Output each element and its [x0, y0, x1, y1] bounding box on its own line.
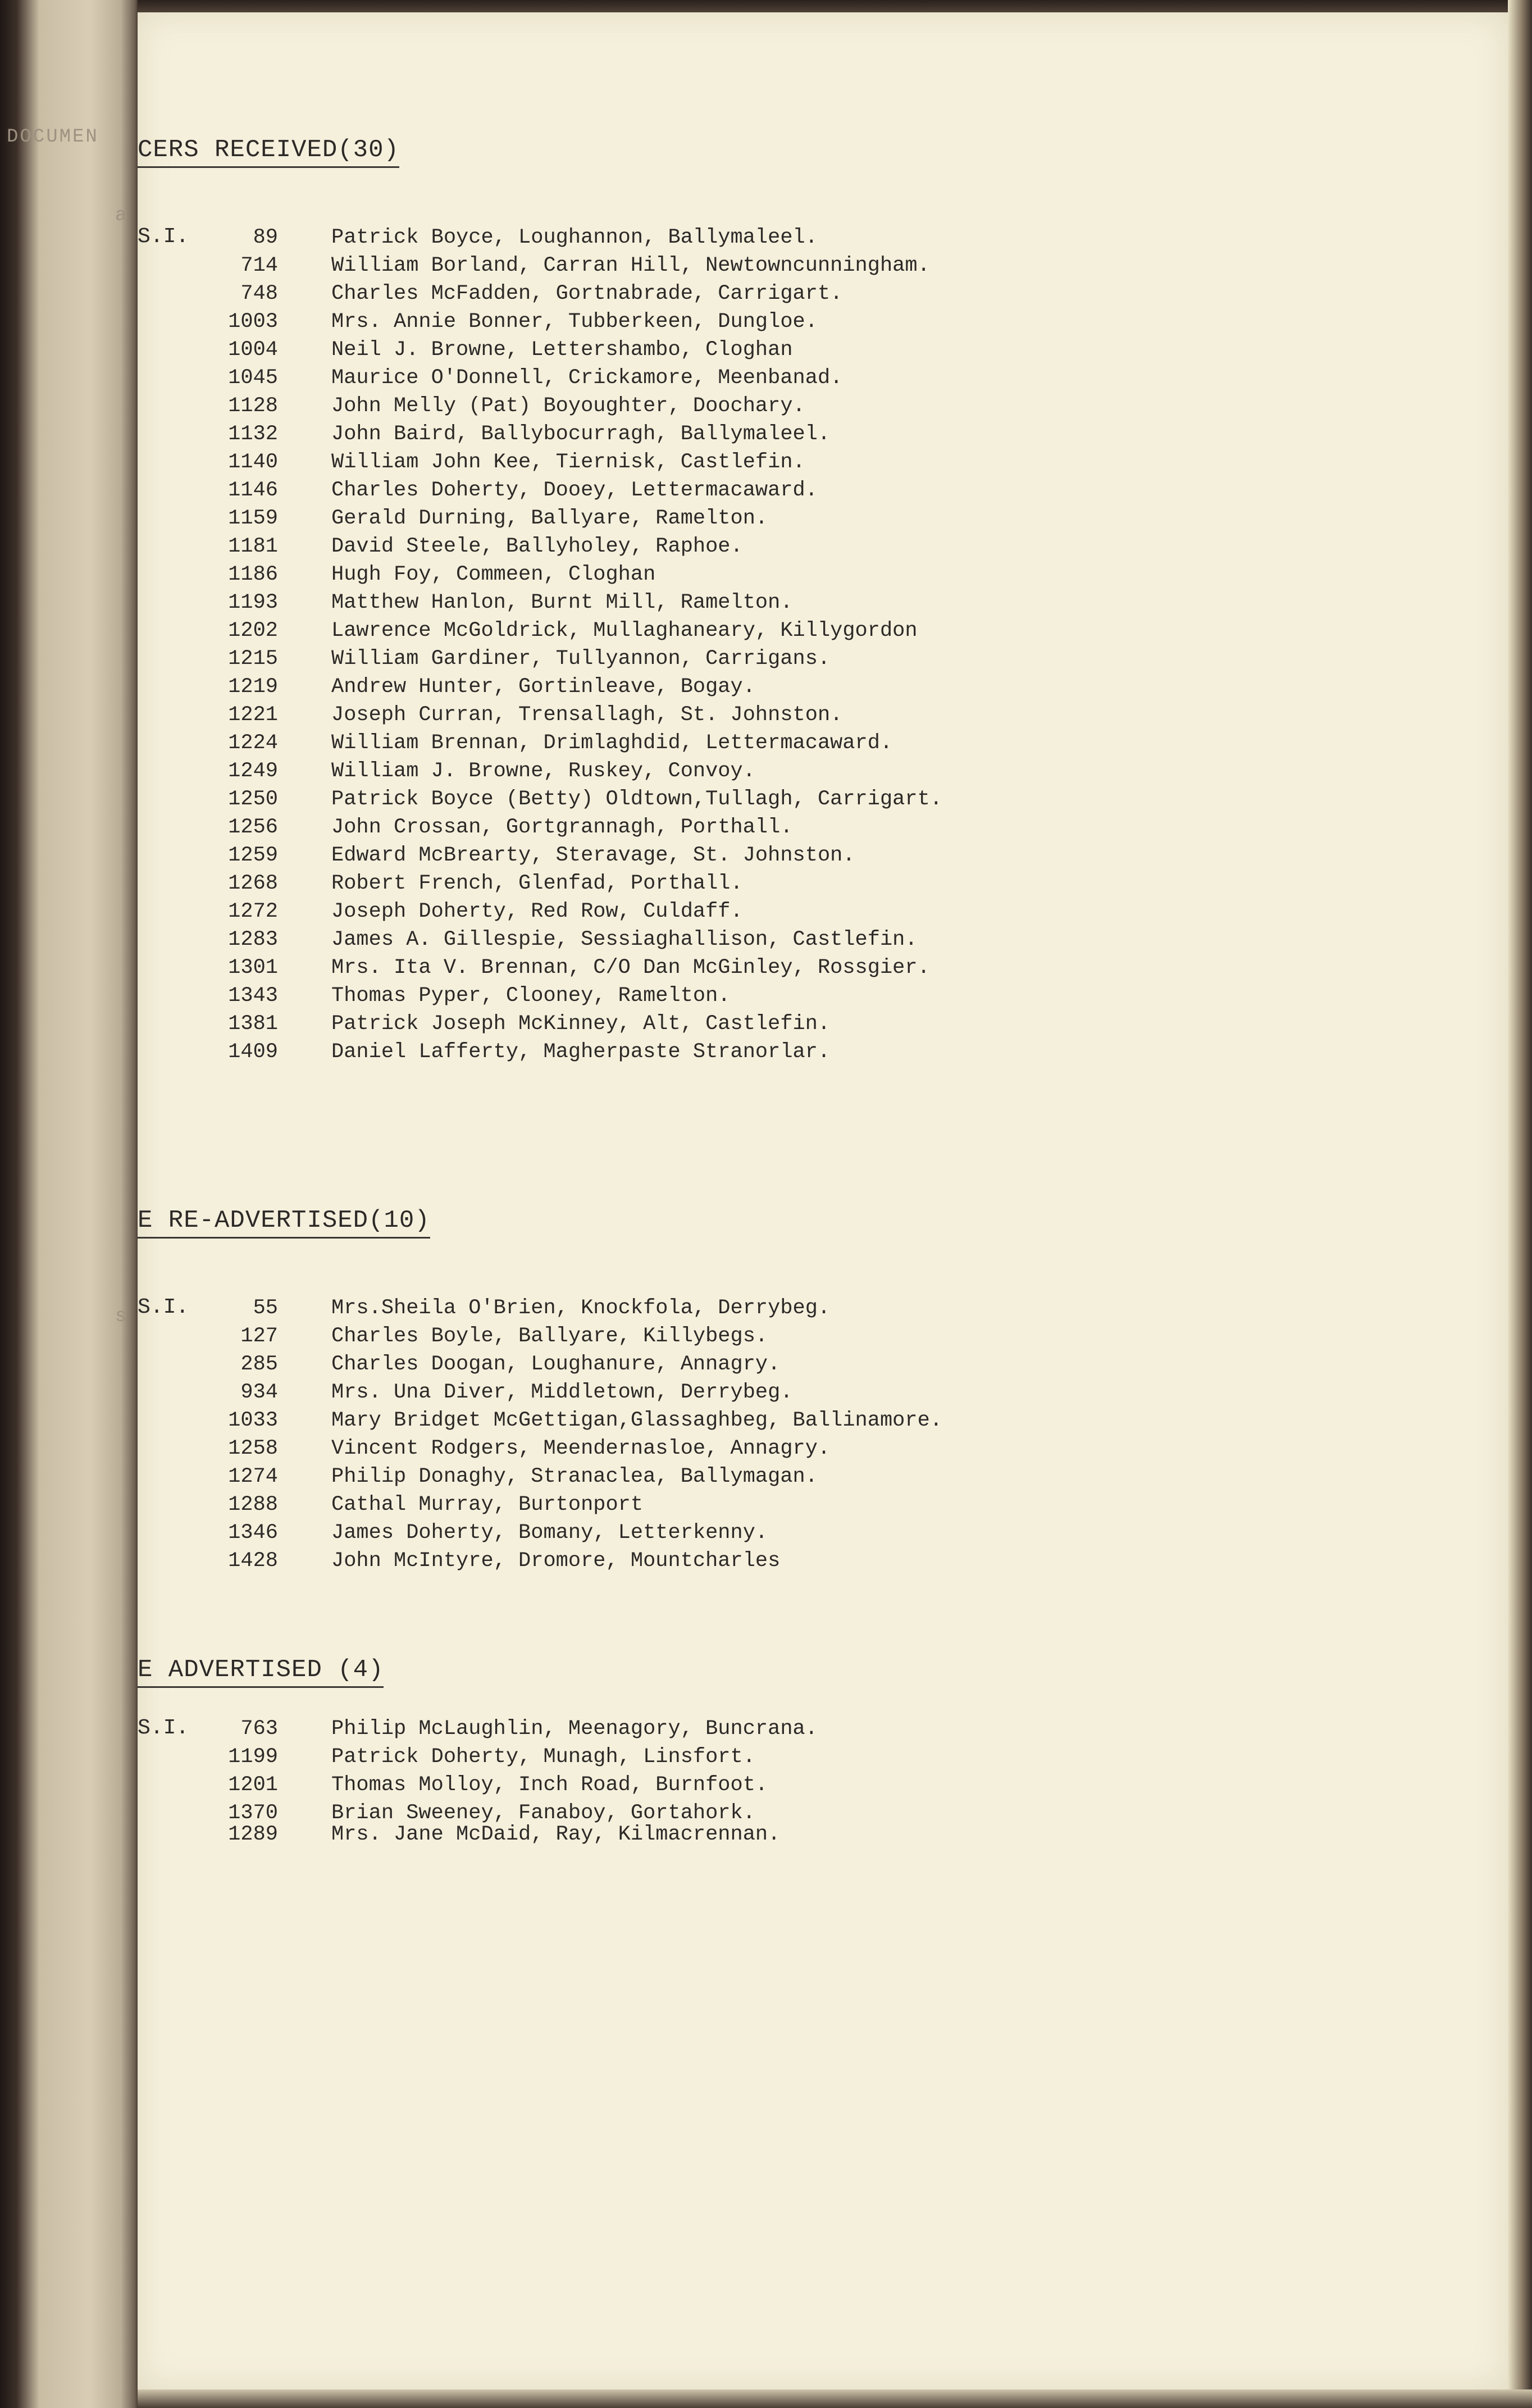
list-item — [0, 1038, 1532, 1066]
list-item — [0, 729, 1532, 757]
entry-text: Mary Bridget McGettigan,Glassaghbeg, Ballinamore. — [331, 1409, 942, 1432]
list-item — [0, 982, 1532, 1010]
entry-text: John Baird, Ballybocurragh, Ballymaleel. — [331, 422, 831, 446]
entry-text: Vincent Rodgers, Meendernasloe, Annagry. — [331, 1437, 831, 1460]
entry-text: Neil J. Browne, Lettershambo, Cloghan — [331, 338, 793, 362]
list-item — [0, 701, 1532, 729]
gi-number: 1221 — [228, 703, 278, 727]
entry-text: Lawrence McGoldrick, Mullaghaneary, Killygordon — [331, 619, 918, 643]
list-item — [0, 392, 1532, 420]
list-item — [0, 252, 1532, 280]
list-item — [0, 224, 1532, 252]
gi-number: 1268 — [228, 872, 278, 895]
gi-number: 55 — [253, 1296, 278, 1320]
entry-text: John Crossan, Gortgrannagh, Porthall. — [331, 816, 793, 839]
gi-number: 1033 — [228, 1409, 278, 1432]
list-item — [0, 757, 1532, 785]
gi-number: 1343 — [228, 984, 278, 1008]
list-item — [0, 926, 1532, 954]
gi-number: 1288 — [228, 1493, 278, 1517]
list-item — [0, 308, 1532, 336]
entry-text: Mrs. Una Diver, Middletown, Derrybeg. — [331, 1381, 793, 1404]
gi-number: 127 — [240, 1324, 278, 1348]
list-item — [0, 954, 1532, 982]
gi-number: 1272 — [228, 900, 278, 923]
page-bottom-edge — [138, 2389, 1532, 2408]
list-item — [0, 617, 1532, 645]
gi-number: 1199 — [228, 1745, 278, 1769]
gi-number: 1224 — [228, 731, 278, 755]
entry-text: Thomas Molloy, Inch Road, Burnfoot. — [331, 1773, 768, 1797]
list-item — [0, 673, 1532, 701]
list-item — [0, 280, 1532, 308]
gi-number: 1003 — [228, 310, 278, 334]
list-item — [0, 645, 1532, 673]
entry-text: Mrs.Sheila O'Brien, Knockfola, Derrybeg. — [331, 1296, 831, 1320]
gi-number: 1346 — [228, 1521, 278, 1545]
entry-text: James A. Gillespie, Sessiaghallison, Castlefin. — [331, 928, 918, 952]
gi-number: 1215 — [228, 647, 278, 671]
list-item — [0, 898, 1532, 926]
list-item — [0, 1715, 1532, 1743]
list-item — [0, 448, 1532, 476]
list-item — [0, 785, 1532, 813]
gi-number: 1256 — [228, 816, 278, 839]
gi-number: 1004 — [228, 338, 278, 362]
list-item — [0, 1322, 1532, 1350]
entry-text: Matthew Hanlon, Burnt Mill, Ramelton. — [331, 591, 793, 614]
entry-text: Patrick Boyce, Loughannon, Ballymaleel. — [331, 226, 818, 249]
entry-text: William Borland, Carran Hill, Newtowncunningham. — [331, 254, 930, 277]
section-heading-advertised: E ADVERTISED (4) — [138, 1656, 384, 1688]
entry-text: William Gardiner, Tullyannon, Carrigans. — [331, 647, 831, 671]
list-item — [0, 813, 1532, 841]
entry-text: Charles Doherty, Dooey, Lettermacaward. — [331, 479, 818, 502]
gi-number: 1202 — [228, 619, 278, 643]
gi-number: 1259 — [228, 844, 278, 867]
gi-number: 1045 — [228, 366, 278, 390]
list-item — [0, 1491, 1532, 1519]
gi-label: S.I. — [138, 225, 189, 249]
list-item — [0, 1547, 1532, 1575]
entry-text: Mrs. Jane McDaid, Ray, Kilmacrennan. — [331, 1823, 781, 1846]
entry-text: Philip Donaghy, Stranaclea, Ballymagan. — [331, 1465, 818, 1489]
gi-number: 1186 — [228, 563, 278, 586]
gi-number: 1258 — [228, 1437, 278, 1460]
entry-text: James Doherty, Bomany, Letterkenny. — [331, 1521, 768, 1545]
entry-text: William Brennan, Drimlaghdid, Lettermacaward. — [331, 731, 893, 755]
list-item — [0, 364, 1532, 392]
list-item — [0, 589, 1532, 617]
gi-number: 1289 — [228, 1823, 278, 1846]
list-item — [0, 870, 1532, 898]
spine-stamp: DOCUMEN — [7, 126, 99, 148]
list-item — [0, 1010, 1532, 1038]
entry-text: Joseph Doherty, Red Row, Culdaff. — [331, 900, 743, 923]
gi-label: S.I. — [138, 1716, 189, 1740]
list-item — [0, 1820, 1532, 1849]
gi-number: 1146 — [228, 479, 278, 502]
gi-number: 1283 — [228, 928, 278, 952]
entry-text: Cathal Murray, Burtonport — [331, 1493, 644, 1517]
gi-number: 1250 — [228, 788, 278, 811]
gi-label: S.I. — [138, 1295, 189, 1319]
entry-text: Gerald Durning, Ballyare, Ramelton. — [331, 507, 768, 530]
list-item — [0, 1406, 1532, 1435]
section-heading-received: CERS RECEIVED(30) — [138, 136, 399, 168]
spine-letter: a — [115, 205, 129, 226]
gi-number: 748 — [240, 282, 278, 306]
list-item — [0, 561, 1532, 589]
gi-number: 934 — [240, 1381, 278, 1404]
gi-number: 1381 — [228, 1012, 278, 1036]
gi-number: 89 — [253, 226, 278, 249]
entry-text: Charles Boyle, Ballyare, Killybegs. — [331, 1324, 768, 1348]
entry-text: Thomas Pyper, Clooney, Ramelton. — [331, 984, 731, 1008]
gi-number: 1193 — [228, 591, 278, 614]
entry-text: Patrick Boyce (Betty) Oldtown,Tullagh, Carrigart. — [331, 788, 942, 811]
list-item — [0, 476, 1532, 504]
gi-number: 1428 — [228, 1549, 278, 1573]
entry-text: David Steele, Ballyholey, Raphoe. — [331, 535, 743, 558]
entry-text: John McIntyre, Dromore, Mountcharles — [331, 1549, 781, 1573]
spine-letter: s — [115, 1306, 129, 1327]
gi-number: 1132 — [228, 422, 278, 446]
entry-text: Daniel Lafferty, Magherpaste Stranorlar. — [331, 1040, 831, 1064]
list-item — [0, 1771, 1532, 1799]
gi-number: 1274 — [228, 1465, 278, 1489]
list-item — [0, 1743, 1532, 1771]
entry-text: Mrs. Ita V. Brennan, C/O Dan McGinley, Rossgier. — [331, 956, 930, 980]
list-item — [0, 504, 1532, 532]
entry-text: Joseph Curran, Trensallagh, St. Johnston. — [331, 703, 843, 727]
list-item — [0, 1378, 1532, 1406]
entry-text: Andrew Hunter, Gortinleave, Bogay. — [331, 675, 755, 699]
gi-number: 285 — [240, 1353, 278, 1376]
list-item — [0, 1463, 1532, 1491]
section-heading-readvertised: E RE-ADVERTISED(10) — [138, 1207, 430, 1239]
entry-text: Maurice O'Donnell, Crickamore, Meenbanad. — [331, 366, 843, 390]
list-item — [0, 841, 1532, 870]
list-item — [0, 336, 1532, 364]
gi-number: 1219 — [228, 675, 278, 699]
entry-text: William John Kee, Tiernisk, Castlefin. — [331, 450, 805, 474]
gi-number: 1409 — [228, 1040, 278, 1064]
entry-text: Patrick Doherty, Munagh, Linsfort. — [331, 1745, 755, 1769]
entry-text: Brian Sweeney, Fanaboy, Gortahork. — [331, 1801, 755, 1825]
list-item — [0, 1350, 1532, 1378]
list-item — [0, 1294, 1532, 1322]
gi-number: 1301 — [228, 956, 278, 980]
list-item — [0, 1519, 1532, 1547]
entry-text: Edward McBrearty, Steravage, St. Johnston. — [331, 844, 855, 867]
gi-number: 763 — [240, 1717, 278, 1741]
entry-text: Hugh Foy, Commeen, Cloghan — [331, 563, 656, 586]
list-item — [0, 420, 1532, 448]
gi-number: 1159 — [228, 507, 278, 530]
gi-number: 714 — [240, 254, 278, 277]
list-item — [0, 1435, 1532, 1463]
gi-number: 1181 — [228, 535, 278, 558]
entry-text: Charles Doogan, Loughanure, Annagry. — [331, 1353, 781, 1376]
entry-text: Mrs. Annie Bonner, Tubberkeen, Dungloe. — [331, 310, 818, 334]
gi-number: 1128 — [228, 394, 278, 418]
gi-number: 1140 — [228, 450, 278, 474]
entry-text: Charles McFadden, Gortnabrade, Carrigart. — [331, 282, 843, 306]
gi-number: 1370 — [228, 1801, 278, 1825]
entry-text: John Melly (Pat) Boyoughter, Doochary. — [331, 394, 805, 418]
entry-text: William J. Browne, Ruskey, Convoy. — [331, 759, 755, 783]
entry-text: Patrick Joseph McKinney, Alt, Castlefin. — [331, 1012, 831, 1036]
gi-number: 1201 — [228, 1773, 278, 1797]
list-item — [0, 532, 1532, 561]
gi-number: 1249 — [228, 759, 278, 783]
entry-text: Philip McLaughlin, Meenagory, Buncrana. — [331, 1717, 818, 1741]
entry-text: Robert French, Glenfad, Porthall. — [331, 872, 743, 895]
